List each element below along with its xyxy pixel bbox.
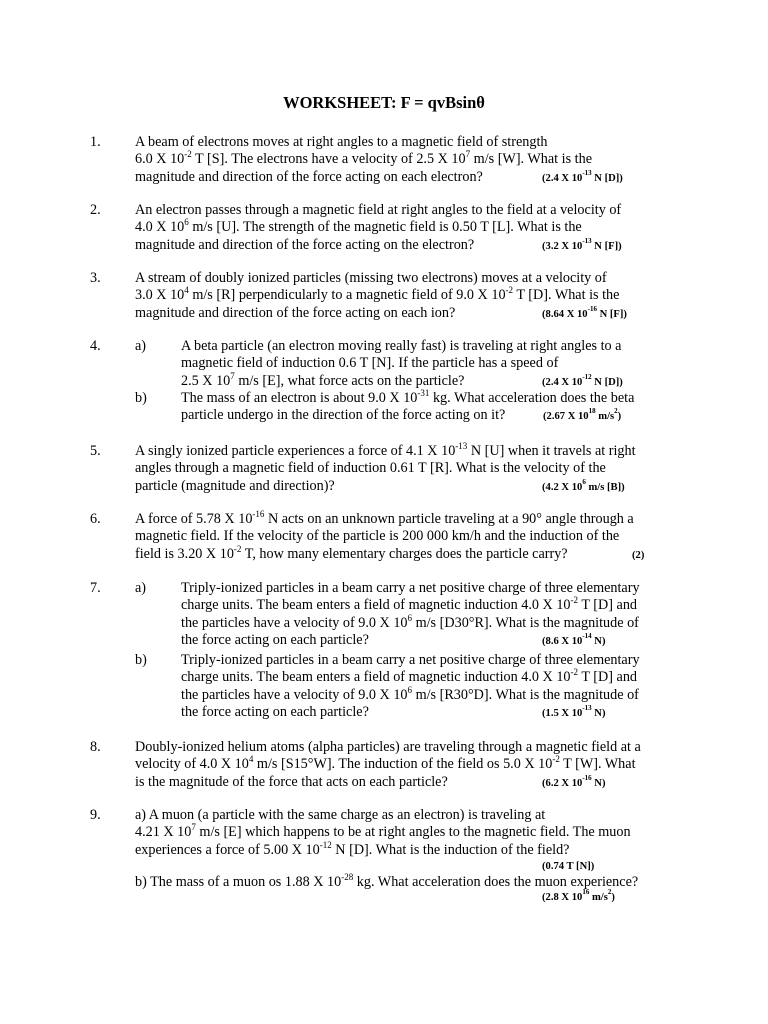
- question-text: magnitude and direction of the force acting on each electron? (2.4 X $10^{-13}$ N [D]): [135, 169, 680, 186]
- question-text: the particles have a velocity of 9.0 X $10^6$ m/s [D30°R]. What is the magnitude of: [181, 612, 639, 631]
- question-text: 4.0 X $10^6$ m/s [U]. The strength of the magnetic field is 0.50 T [L]. What is the: [135, 217, 582, 236]
- part-label: b): [135, 652, 147, 668]
- question-text: is the magnitude of the force that acts on each particle? (6.2 X $10^{-16}$ N): [135, 774, 680, 791]
- answer: (6.2 X $10^{-16}$ N): [542, 773, 606, 789]
- answer: (2.8 X $10^{16}$ $m/s^2$): [542, 888, 615, 904]
- question-number: 9.: [90, 807, 101, 823]
- question-text: Doubly-ionized helium atoms (alpha particles) are traveling through a magnetic field at a: [135, 739, 641, 755]
- question-text: An electron passes through a magnetic field at right angles to the field at a velocity of: [135, 202, 622, 218]
- question-text: experiences a force of 5.00 X $10^{-12}$ N [D]. What is the induction of the field?: [135, 839, 570, 858]
- question-text: angles through a magnetic field of induction 0.61 T [R]. What is the velocity of the: [135, 460, 606, 477]
- answer: (3.2 X $10^{-13}$ N [F]): [542, 236, 622, 252]
- question-text: Triply-ionized particles in a beam carry a net positive charge of three elementary: [181, 580, 640, 596]
- question-number: 5.: [90, 443, 101, 459]
- answer: (8.6 X $10^{-14}$ N): [542, 631, 606, 647]
- answer: (2.4 X $10^{-13}$ N [D]): [542, 168, 623, 184]
- question-number: 7.: [90, 580, 101, 596]
- question-text: particle undergo in the direction of the force acting on it? (2.67 X $10^{18}$ $m/s^2$): [181, 407, 681, 424]
- question-number: 3.: [90, 270, 101, 286]
- question-number: 2.: [90, 202, 101, 218]
- part-label: b): [135, 390, 147, 406]
- question-text: magnitude and direction of the force acting on each ion? (8.64 X $10^{-16}$ N [F]): [135, 305, 680, 322]
- page-title: WORKSHEET: F = qvBsinθ: [283, 93, 485, 112]
- question-text: the force acting on each particle? (1.5 X $10^{-13}$ N): [181, 704, 681, 721]
- question-text: 2.5 X $10^7$ m/s [E], what force acts on the particle? (2.4 X $10^{-12}$ N [D]): [181, 373, 681, 390]
- question-text: the particles have a velocity of 9.0 X $10^6$ m/s [R30°D]. What is the magnitude of: [181, 684, 639, 703]
- part-label: a): [135, 338, 147, 354]
- answer: (1.5 X $10^{-13}$ N): [542, 703, 606, 719]
- answer-line: [135, 888, 680, 906]
- answer: (2.67 X $10^{18}$ $m/s^2$): [543, 407, 622, 423]
- question-text: A stream of doubly ionized particles (missing two electrons) moves at a velocity of: [135, 270, 607, 286]
- answer: (2): [632, 549, 645, 561]
- question-number: 6.: [90, 511, 101, 527]
- answer-line: [135, 859, 680, 874]
- question-text: A beta particle (an electron moving really fast) is traveling at right angles to a: [181, 338, 622, 354]
- question-text: b) The mass of a muon os 1.88 X $10^{-28}$ kg. What acceleration does the muon experience?: [135, 871, 639, 890]
- answer: (0.74 T [N]): [542, 860, 595, 872]
- question-text: the force acting on each particle? (8.6 X $10^{-14}$ N): [181, 632, 681, 649]
- answer: (4.2 X $10^6$ m/s [B]): [542, 477, 625, 493]
- question-text: velocity of 4.0 X $10^4$ m/s [S15°W]. The induction of the field os 5.0 X $10^{-2}$ T [W]. What: [135, 754, 636, 773]
- question-text: field is 3.20 X $10^{-2}$ T, how many elementary charges does the particle carry? (2): [135, 546, 680, 563]
- question-text: charge units. The beam enters a field of magnetic induction 4.0 X $10^{-2}$ T [D] and: [181, 667, 638, 686]
- part-label: a): [135, 580, 147, 596]
- question-number: 1.: [90, 134, 101, 150]
- question-text: magnetic field of induction 0.6 T [N]. If the particle has a speed of: [181, 355, 559, 372]
- question-text: 3.0 X $10^4$ m/s [R] perpendicularly to a magnetic field of 9.0 X $10^{-2}$ T [D]. What is the: [135, 285, 620, 304]
- question-number: 8.: [90, 739, 101, 755]
- question-text: 4.21 X $10^7$ m/s [E] which happens to be at right angles to the magnetic field. The muon: [135, 822, 631, 841]
- question-text: a) A muon (a particle with the same charge as an electron) is traveling at: [135, 807, 546, 823]
- question-text: The mass of an electron is about 9.0 X $10^{-31}$ kg. What acceleration does the beta: [181, 388, 635, 406]
- question-text: particle (magnitude and direction)? (4.2 X $10^6$ m/s [B]): [135, 478, 680, 495]
- answer: (8.64 X $10^{-16}$ N [F]): [542, 304, 627, 320]
- question-text: magnitude and direction of the force acting on the electron? (3.2 X $10^{-13}$ N [F]): [135, 237, 680, 254]
- question-number: 4.: [90, 338, 101, 354]
- question-text: A beam of electrons moves at right angles to a magnetic field of strength: [135, 134, 548, 150]
- question-text: Triply-ionized particles in a beam carry a net positive charge of three elementary: [181, 652, 640, 668]
- question-text: 6.0 X $10^{-2}$ T [S]. The electrons have a velocity of 2.5 X $10^7$ m/s [W]. What is the: [135, 149, 592, 168]
- question-text: charge units. The beam enters a field of magnetic induction 4.0 X $10^{-2}$ T [D] and: [181, 595, 638, 614]
- question-text: A force of 5.78 X $10^{-16}$ N acts on an unknown particle traveling at a 90° angle through a: [135, 509, 634, 527]
- question-text: magnetic field. If the velocity of the particle is 200 000 km/h and the induction of the: [135, 528, 620, 545]
- question-text: A singly ionized particle experiences a force of 4.1 X $10^{-13}$ N [U] when it travels at right: [135, 441, 636, 459]
- answer: (2.4 X $10^{-12}$ N [D]): [542, 372, 623, 388]
